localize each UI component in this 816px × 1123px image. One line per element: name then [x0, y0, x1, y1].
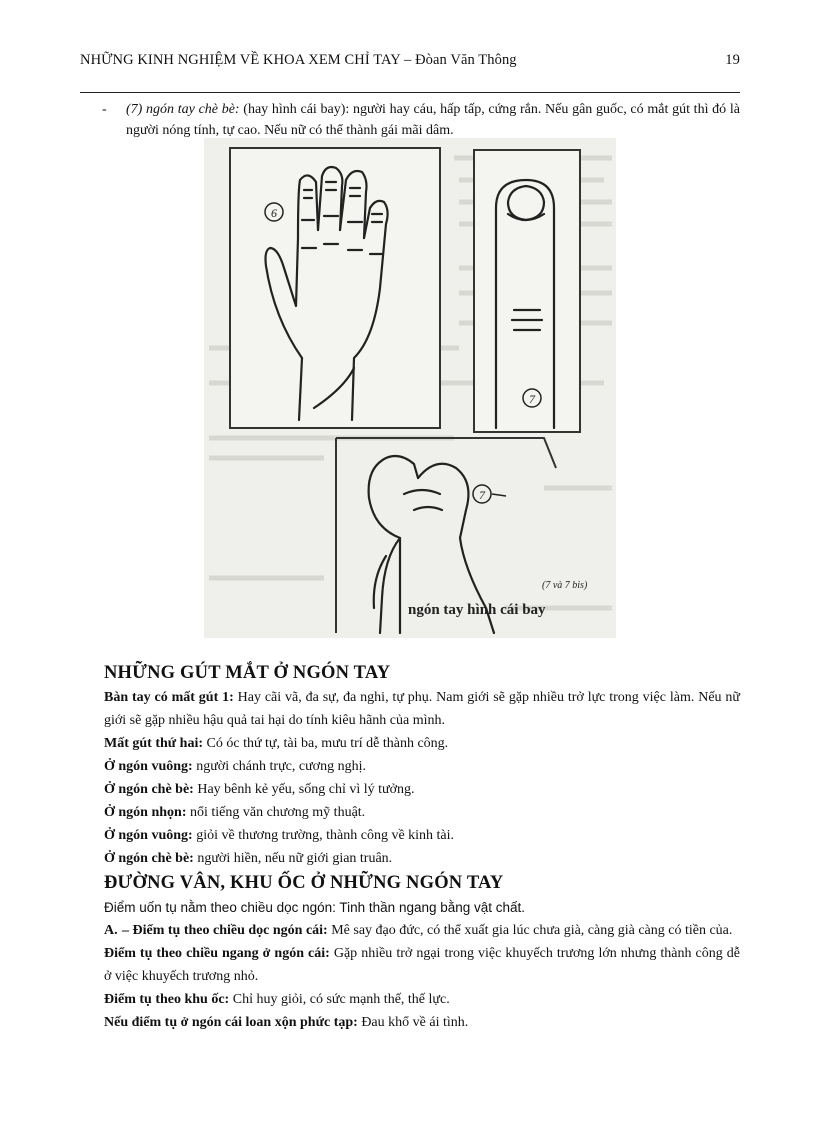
- whorls-item-3: Nếu điểm tụ ở ngón cái loan xộn phức tạp: Đau khổ về ái tình.: [104, 1015, 469, 1030]
- section-heading-knots: NHỮNG GÚT MẮT Ở NGÓN TAY: [104, 663, 391, 683]
- header-rule: [80, 92, 740, 93]
- main-content: [104, 660, 740, 1034]
- label-7b: 7: [479, 488, 485, 502]
- intro-text: [126, 99, 740, 141]
- book-title: NHỮNG KINH NGHIỆM VỀ KHOA XEM CHỈ TAY – Đòan Văn Thông: [80, 52, 517, 68]
- whorls-point-a: A. – Điểm tụ theo chiều dọc ngón cái: Mê say đạo đức, có thể xuất gia lúc chưa già, càng già càng có tiền của.: [104, 923, 733, 938]
- hand-illustration: [204, 138, 616, 638]
- knots-item-2: Mất gút thứ hai: Có óc thứ tự, tài ba, mưu trí dễ thành công.: [104, 736, 449, 751]
- bullet-dash: -: [102, 102, 107, 117]
- label-6: 6: [271, 206, 277, 220]
- hand-illustration-svg: [204, 138, 616, 638]
- knots-item-6: Ở ngón vuông: giỏi về thương trường, thành công về kinh tài.: [104, 828, 455, 843]
- whorls-intro: Điểm uốn tụ nằm theo chiều dọc ngón: Tinh thần ngang bằng vật chất.: [104, 900, 526, 915]
- label-7: 7: [529, 392, 535, 406]
- label-7-va-7bis: (7 và 7 bis): [542, 580, 588, 591]
- section-heading-whorls: ĐƯỜNG VÂN, KHU ỐC Ở NHỮNG NGÓN TAY: [104, 873, 504, 893]
- knots-item-1: Bàn tay có mất gút 1: Hay cãi vã, đa sự, đa nghi, tự phụ. Nam giới sẽ gặp nhiều trở lực trong việc làm. Nếu nữ giới sẽ gặp nhiều hậu quả tai hại do tính kiêu hãnh của mình.: [104, 690, 741, 728]
- whorls-item-2: Điểm tụ theo khu ốc: Chỉ huy giỏi, có sức mạnh thế, thế lực.: [104, 992, 450, 1007]
- knots-item-5: Ở ngón nhọn: nổi tiếng văn chương mỹ thuật.: [104, 805, 366, 820]
- intro-label: (7) ngón tay chè bè:: [126, 102, 240, 117]
- figure-caption: ngón tay hình cái bay: [408, 602, 546, 618]
- page-header: [80, 52, 740, 76]
- page-number: 19: [725, 52, 740, 68]
- knots-item-3: Ở ngón vuông: người chánh trực, cương nghị.: [104, 759, 366, 774]
- knots-item-4: Ở ngón chè bè: Hay bênh kẻ yếu, sống chỉ vì lý tưởng.: [104, 782, 415, 797]
- knots-item-7: Ở ngón chè bè: người hiền, nếu nữ giới gian truân.: [104, 851, 393, 866]
- whorls-item-1: Điểm tụ theo chiều ngang ở ngón cái: Gặp nhiều trở ngại trong việc khuyếch trương lớn nhưng thành công dễ ở việc khuyếch trương nhỏ.: [104, 946, 740, 984]
- intro-bullet: [86, 99, 740, 141]
- intro-body: (hay hình cái bay): người hay cáu, hấp tấp, cứng rắn. Nếu gân guốc, có mắt gút thì đó là người nóng tính, tự cao. Nếu nữ có thể thành gái mãi dâm.: [126, 102, 740, 138]
